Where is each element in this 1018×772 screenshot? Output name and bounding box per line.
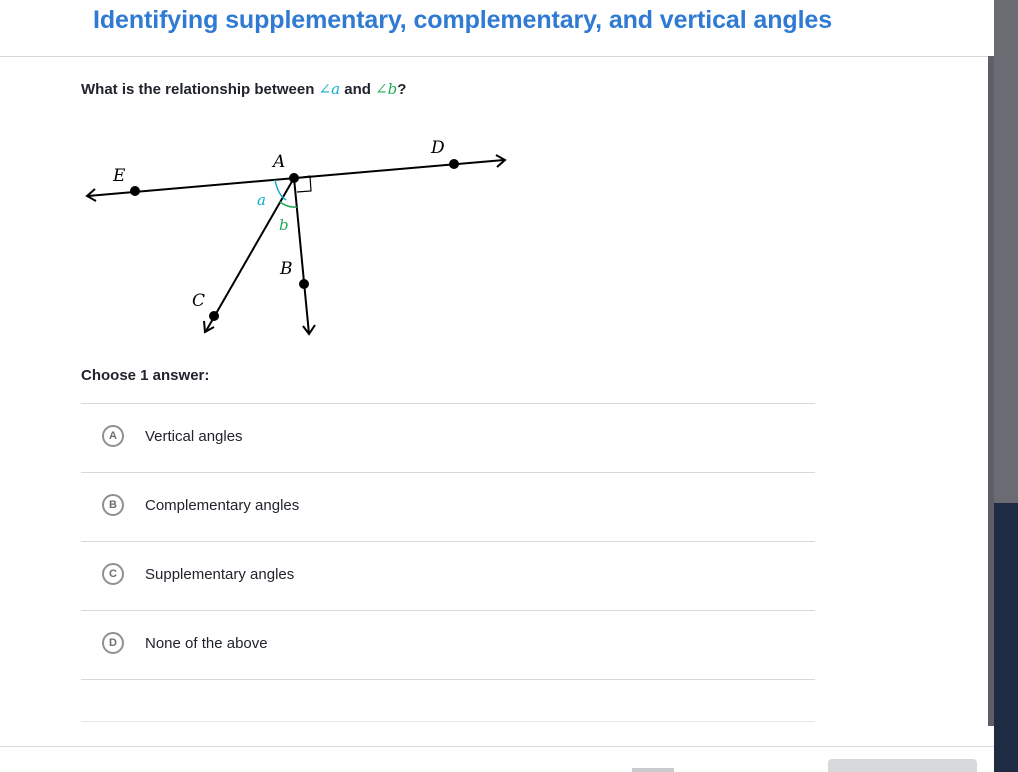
side-panel-top (994, 0, 1018, 50)
choose-instruction: Choose 1 answer: (81, 367, 210, 384)
question-middle: and (340, 81, 376, 98)
angle-a-label: a (331, 80, 341, 98)
label-angle-b: b (279, 216, 289, 234)
label-b: B (280, 259, 293, 279)
side-panel (994, 50, 1018, 503)
choice-a-label: Vertical angles (145, 428, 243, 445)
choice-c-label: Supplementary angles (145, 566, 295, 583)
check-button[interactable] (828, 759, 977, 772)
angle-b-arc (280, 202, 297, 207)
footer-divider (0, 746, 994, 747)
question-suffix: ? (397, 81, 407, 98)
question-text (81, 80, 406, 98)
angle-diagram (80, 130, 520, 340)
angle-diagram-svg (80, 130, 520, 340)
label-angle-a: a (257, 191, 266, 209)
choice-c[interactable] (81, 541, 815, 610)
choice-a[interactable] (81, 403, 815, 472)
footer-progress-text (632, 768, 674, 772)
angle-a-arc (275, 180, 286, 200)
label-d: D (431, 138, 445, 158)
point-a (289, 173, 299, 183)
label-a: A (273, 152, 286, 172)
choice-d-radio[interactable]: D (102, 632, 124, 654)
divider (81, 721, 815, 722)
choice-b[interactable] (81, 472, 815, 541)
question-prefix: What is the relationship between (81, 81, 319, 98)
label-e: E (113, 166, 126, 186)
answer-choices (81, 403, 815, 680)
point-e (130, 186, 140, 196)
scrollbar[interactable] (988, 56, 994, 726)
page-title: Identifying supplementary, complementary, and vertical angles (93, 6, 833, 34)
angle-symbol-b: ∠ (375, 80, 388, 98)
choice-c-radio[interactable]: C (102, 563, 124, 585)
point-d (449, 159, 459, 169)
point-c (209, 311, 219, 321)
ray-ac (206, 178, 294, 331)
choice-d[interactable] (81, 610, 815, 680)
choice-a-radio[interactable]: A (102, 425, 124, 447)
ray-ab (294, 178, 309, 334)
angle-symbol-a: ∠ (318, 80, 332, 98)
header-bar (0, 0, 994, 57)
choice-b-label: Complementary angles (145, 497, 300, 514)
side-panel-dark (994, 503, 1018, 772)
choice-b-radio[interactable]: B (102, 494, 124, 516)
choice-d-label: None of the above (145, 635, 268, 652)
angle-b-label: b (387, 80, 398, 98)
label-c: C (192, 291, 206, 311)
point-b (299, 279, 309, 289)
